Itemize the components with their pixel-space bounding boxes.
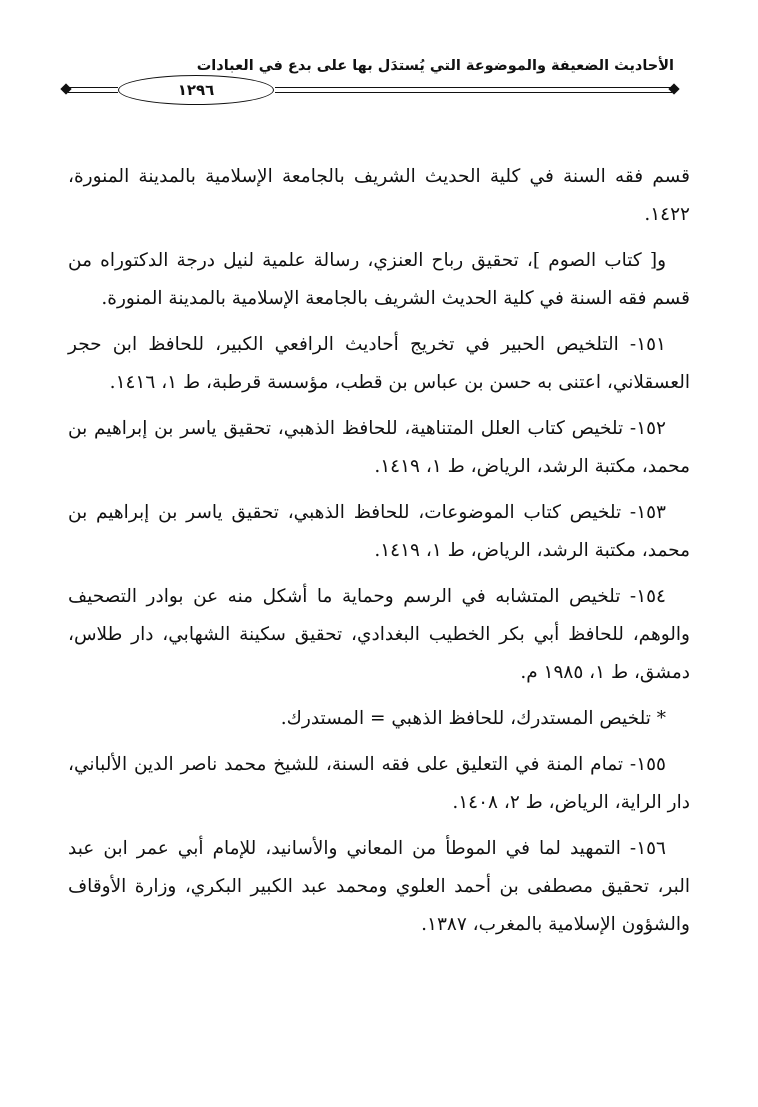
running-title: الأحاديث الضعيفة والموضوعة التي يُستدَل بها على بدع في العبادات	[196, 58, 674, 74]
header-rule-right	[275, 87, 672, 93]
entry-156: ١٥٦- التمهيد لما في الموطأ من المعاني والأسانيد، للإمام أبي عمر ابن عبد البر، تحقيق مصطفى بن أحمد العلوي ومحمد عبد الكبير البكري، وزارة الأوقاف والشؤون الإسلامية بالمغرب، ١٣٨٧.	[68, 838, 690, 935]
entry-151: ١٥١- التلخيص الحبير في تخريج أحاديث الرافعي الكبير، للحافظ ابن حجر العسقلاني، اعتنى به حسن بن عباس بن قطب، مؤسسة قرطبة، ط ١، ١٤١٦.	[68, 334, 690, 393]
entry-cross-reference: * تلخيص المستدرك، للحافظ الذهبي = المستدرك.	[280, 708, 666, 729]
entry-154: ١٥٤- تلخيص المتشابه في الرسم وحماية ما أشكل منه عن بوادر التصحيف والوهم، للحافظ أبي بكر الخطيب البغدادي، تحقيق سكينة الشهابي، دار طلاس، دمشق، ط ١، ١٩٨٥ م.	[68, 586, 690, 683]
entry-153: ١٥٣- تلخيص كتاب الموضوعات، للحافظ الذهبي، تحقيق ياسر بن إبراهيم بن محمد، مكتبة الرشد، الرياض، ط ١، ١٤١٩.	[68, 502, 690, 561]
entry-note: و[ كتاب الصوم ]، تحقيق رباح العنزي، رسالة علمية لنيل درجة الدكتوراه من قسم فقه السنة في كلية الحديث الشريف بالجامعة الإسلامية بالمدينة المنورة.	[68, 250, 690, 309]
entry-155: ١٥٥- تمام المنة في التعليق على فقه السنة، للشيخ محمد ناصر الدين الألباني، دار الراية، الرياض، ط ٢، ١٤٠٨.	[68, 754, 690, 813]
running-header	[60, 54, 680, 114]
page-number: ١٢٩٦	[177, 81, 215, 99]
entry-continuation: قسم فقه السنة في كلية الحديث الشريف بالجامعة الإسلامية بالمدينة المنورة، ١٤٢٢.	[68, 166, 690, 225]
bibliography-text	[68, 158, 690, 952]
page-number-frame	[118, 75, 274, 105]
entry-152: ١٥٢- تلخيص كتاب العلل المتناهية، للحافظ الذهبي، تحقيق ياسر بن إبراهيم بن محمد، مكتبة الرشد، الرياض، ط ١، ١٤١٩.	[68, 418, 690, 477]
header-rule-left	[68, 87, 118, 93]
